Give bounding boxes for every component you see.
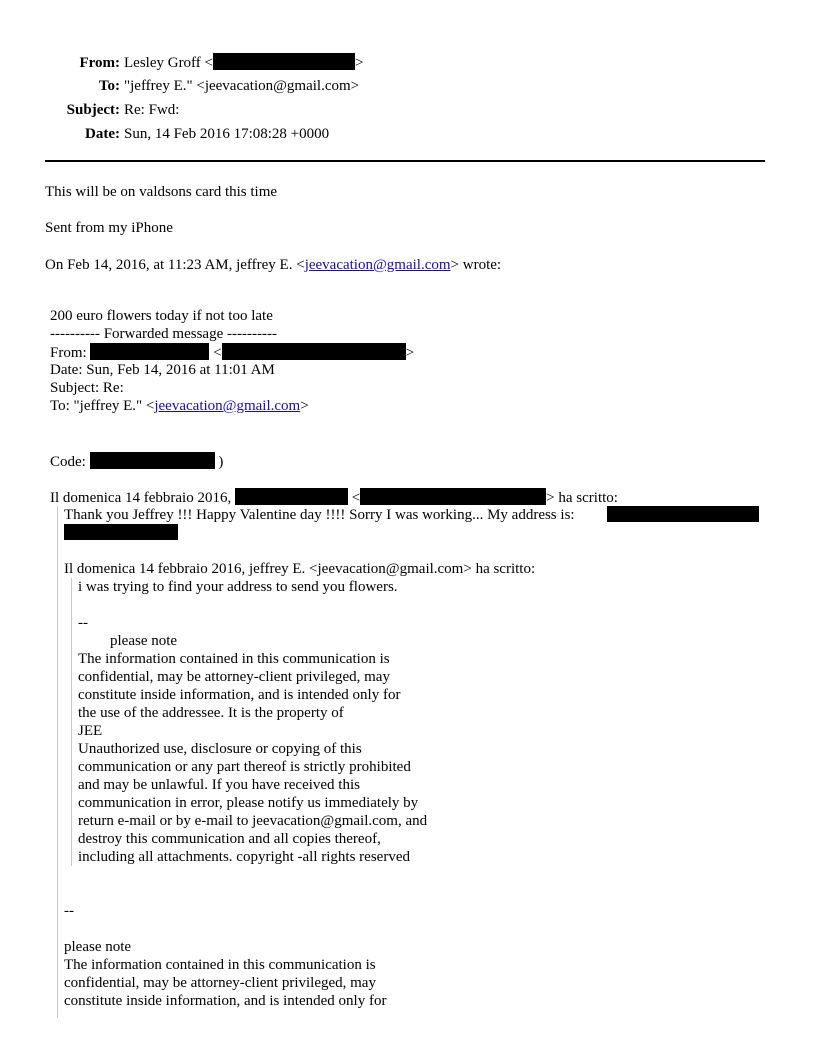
forward-from-end: >: [405, 345, 415, 361]
forward-separator: ---------- Forwarded message ----------: [50, 326, 277, 342]
redaction-box: [213, 53, 355, 70]
code-label: Code:: [50, 454, 86, 470]
disclaimer-line: and may be unlawful. If you have received this: [78, 777, 360, 793]
quote-bar-inner: [71, 578, 72, 866]
il-domenica-row: [50, 488, 618, 507]
tail-line: constitute inside information, and is intended only for: [64, 993, 387, 1009]
redaction-box: [360, 488, 546, 505]
forward-subject: Subject: Re:: [50, 380, 124, 396]
date-value: Sun, 14 Feb 2016 17:08:28 +0000: [124, 126, 330, 142]
forward-from-row: [50, 343, 414, 361]
tail-line: The information contained in this communication is: [64, 957, 376, 973]
code-end: ): [218, 454, 224, 470]
header-from-row: [0, 53, 400, 77]
il-prefix: Il domenica 14 febbraio 2016,: [50, 490, 232, 506]
wrote-line: [45, 256, 501, 274]
wrote-prefix: On Feb 14, 2016, at 11:23 AM, jeffrey E. <: [45, 257, 305, 273]
subject-label: Subject:: [66, 102, 120, 118]
redaction-box: [607, 506, 759, 522]
disclaimer-line: Unauthorized use, disclosure or copying of this: [78, 741, 362, 757]
to-value: "jeffrey E." <jeevacation@gmail.com>: [124, 78, 360, 94]
email-link[interactable]: jeevacation@gmail.com: [154, 398, 301, 414]
il-suffix: > ha scritto:: [546, 490, 618, 506]
disclaimer-line: destroy this communication and all copies thereof,: [78, 831, 381, 847]
il-mid: <: [351, 490, 361, 506]
forward-block: [50, 307, 414, 415]
quote-il-line: Il domenica 14 febbraio 2016, jeffrey E. <jeevacation@gmail.com> ha scritto:: [64, 561, 536, 577]
forward-to-prefix: To: "jeffrey E." <: [50, 398, 155, 414]
quote-thanks: Thank you Jeffrey !!! Happy Valentine day !!!! Sorry I was working... My address is:: [64, 507, 575, 523]
forward-from-label: From:: [50, 345, 87, 361]
header-date-row: [0, 125, 400, 149]
from-close: >: [355, 55, 364, 71]
disclaimer-line: JEE: [78, 723, 103, 739]
redaction-box: [64, 524, 178, 540]
quote2-line-1: i was trying to find your address to send you flowers.: [78, 579, 398, 595]
disclaimer-line: communication in error, please notify us immediately by: [78, 795, 419, 811]
disclaimer-line: confidential, may be attorney-client privileged, may: [78, 669, 390, 685]
disclaimer-line: The information contained in this communication is: [78, 651, 390, 667]
tail-dashes: --: [64, 903, 74, 919]
body-signature: Sent from my iPhone: [45, 220, 173, 236]
email-link[interactable]: jeevacation@gmail.com: [304, 257, 451, 273]
date-label: Date:: [85, 126, 120, 142]
to-label: To:: [98, 78, 120, 94]
email-header: [0, 53, 400, 149]
redaction-box: [90, 452, 215, 469]
forward-to-suffix: >: [300, 398, 309, 414]
quote2-please-note: please note: [110, 633, 178, 649]
forward-to-row: [50, 397, 414, 415]
redaction-box: [235, 488, 348, 505]
forward-date: Date: Sun, Feb 14, 2016 at 11:01 AM: [50, 362, 275, 378]
disclaimer-line: the use of the addressee. It is the property of: [78, 705, 344, 721]
tail-block: [64, 902, 386, 1010]
disclaimer-line: constitute inside information, and is intended only for: [78, 687, 401, 703]
forward-line-1: 200 euro flowers today if not too late: [50, 308, 273, 324]
header-subject-row: [0, 101, 400, 125]
body-line-1: This will be on valdsons card this time: [45, 184, 278, 200]
quote2-block: [78, 578, 427, 866]
header-divider: [45, 160, 765, 162]
subject-value: Re: Fwd:: [124, 102, 180, 118]
code-row: [50, 452, 223, 471]
tail-line: confidential, may be attorney-client privileged, may: [64, 975, 376, 991]
disclaimer-line: including all attachments. copyright -all rights reserved: [78, 849, 410, 865]
redaction-box: [90, 343, 209, 360]
quote2-dashes: --: [78, 615, 88, 631]
header-to-row: [0, 77, 400, 101]
disclaimer-line: return e-mail or by e-mail to jeevacation@gmail.com, and: [78, 813, 428, 829]
from-label: From:: [79, 55, 120, 71]
redaction-box: [222, 343, 406, 360]
forward-from-mid: <: [213, 345, 222, 361]
quote-bar-outer: [57, 506, 58, 1018]
tail-please-note: please note: [64, 939, 132, 955]
from-name: Lesley Groff <: [124, 55, 213, 71]
wrote-suffix: > wrote:: [450, 257, 502, 273]
disclaimer-line: communication or any part thereof is strictly prohibited: [78, 759, 411, 775]
